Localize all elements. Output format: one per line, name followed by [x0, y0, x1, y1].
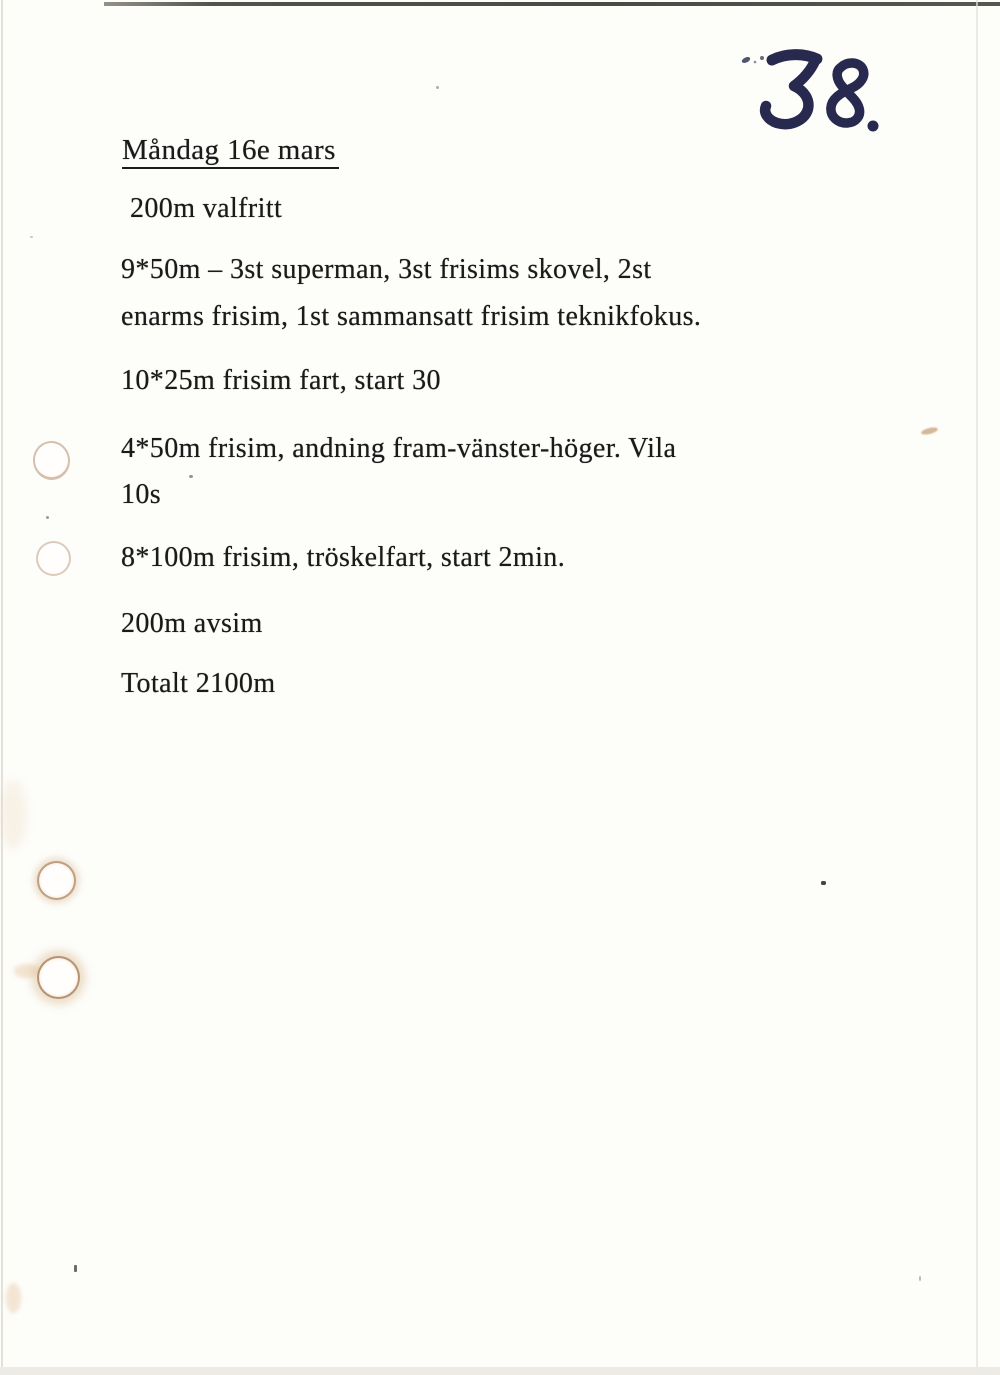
scan-smudge [0, 780, 26, 850]
scan-smudge [6, 1283, 21, 1313]
scan-speck [436, 86, 439, 89]
scan-speck [189, 475, 193, 478]
scan-smudge [921, 426, 939, 436]
workout-date-title: Måndag 16e mars [122, 133, 339, 169]
workout-line: 10*25m frisim fart, start 30 [121, 365, 441, 396]
handwritten-page-number [718, 28, 950, 150]
punch-hole [37, 956, 80, 999]
scan-speck [821, 881, 826, 885]
scan-speck [919, 1276, 921, 1281]
workout-total-line: Totalt 2100m [121, 668, 276, 699]
workout-line: enarms frisim, 1st sammansatt frisim teknikfokus. [121, 301, 702, 332]
page-left-edge-shadow [1, 0, 3, 1375]
scan-speck [46, 516, 49, 519]
workout-line: 8*100m frisim, tröskelfart, start 2min. [121, 542, 566, 573]
workout-line: 9*50m – 3st superman, 3st frisims skovel, 2st [121, 254, 652, 285]
page-right-edge-shadow [976, 0, 978, 1375]
scan-speck [74, 1265, 77, 1272]
workout-line: 10s [121, 479, 162, 510]
punch-hole [30, 439, 72, 483]
punch-hole [36, 541, 71, 576]
punch-hole [37, 861, 76, 900]
scan-speck [30, 236, 33, 238]
page-top-edge-shadow [104, 2, 1000, 6]
workout-line: 200m valfritt [130, 193, 283, 224]
page-bottom-edge-shadow [0, 1367, 1000, 1375]
workout-line: 4*50m frisim, andning fram-vänster-höger. Vila [121, 433, 677, 464]
workout-line: 200m avsim [121, 608, 263, 639]
